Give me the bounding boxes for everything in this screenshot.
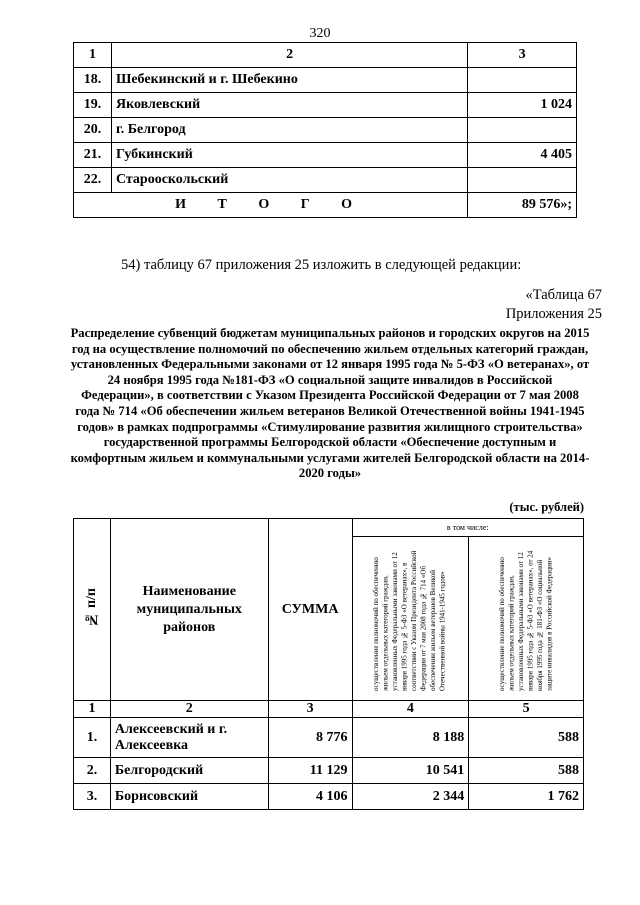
col4-value: 2 344 — [352, 784, 469, 810]
table-label-line1: «Таблица 67 — [525, 287, 602, 303]
header-cell: 1 — [74, 43, 112, 68]
table-row — [74, 143, 577, 168]
subventions-table — [73, 518, 584, 810]
column-number: 4 — [352, 701, 469, 718]
row-number: 1. — [74, 718, 111, 758]
row-number: 18. — [74, 68, 112, 93]
sum: 11 129 — [268, 758, 352, 784]
row-number: 21. — [74, 143, 112, 168]
row-number: 2. — [74, 758, 111, 784]
district-name: Шебекинский и г. Шебекино — [111, 68, 467, 93]
table-row — [74, 168, 577, 193]
district-name: Белгородский — [110, 758, 268, 784]
sum: 8 776 — [268, 718, 352, 758]
table-row — [74, 718, 584, 758]
header-name: Наименование муниципальных районов — [110, 519, 268, 701]
district-name: Яковлевский — [111, 93, 467, 118]
header-col5-text: осуществление полномочий по обеспечению жильем отдельных категорий граждан, установленных Федеральными законами от 12 января 1995 года № 5-ФЗ «О ветеранах», от 24 ноября 1995 года № 181-ФЗ «О социальной защите инвалидов в Российской Федерации» — [497, 550, 554, 691]
column-number: 1 — [74, 701, 111, 718]
col5-value: 1 762 — [469, 784, 584, 810]
district-name: Борисовский — [110, 784, 268, 810]
header-row — [74, 519, 584, 537]
column-number: 5 — [469, 701, 584, 718]
table-row — [74, 784, 584, 810]
continuation-table — [73, 42, 577, 218]
instruction-text: 54) таблицу 67 приложения 25 изложить в следующей редакции: — [121, 257, 522, 273]
total-value: 89 576»; — [468, 193, 577, 218]
table-row — [74, 118, 577, 143]
amount: 4 405 — [468, 143, 577, 168]
header-including: в том числе: — [352, 519, 583, 537]
amount — [468, 168, 577, 193]
header-cell: 3 — [468, 43, 577, 68]
table-header-row — [74, 43, 577, 68]
header-col4-cell — [352, 537, 469, 701]
header-cell: 2 — [111, 43, 467, 68]
table-title: Распределение субвенций бюджетам муниципальных районов и городских округов на 2015 год на осуществление полномочий по обеспечению жильем отдельных категорий граждан, установленных Федеральными законами от 12 января 1995 года № 5-ФЗ «О ветеранах», от 24 ноября 1995 года №181-ФЗ «О социальной защите инвалидов в Российской Федерации», в соответствии с Указом Президента Российской Федерации от 7 мая 2008 года № 714 «Об обеспечении жильем ветеранов Великой Отечественной войны 1941-1945 годов» в рамках подпрограммы «Стимулирование развития жилищного строительства» государственной программы Белгородской области «Обеспечение доступным и комфортным жильем и коммунальными услугами жителей Белгородской области на 2014-2020 годы» — [70, 326, 590, 481]
header-col4-text: осуществление полномочий по обеспечению жильем отдельных категорий граждан, установленных Федеральными законами от 12 января 1995 года № 5-ФЗ «О ветеранах», в соответствии с Указом Президента Российской Федерации от 7 мая 2008 года № 714 «Об обеспечении жильем ветеранов Великой Отечественной войны 1941-1945 годов» — [372, 550, 447, 691]
col5-value: 588 — [469, 758, 584, 784]
header-sum: СУММА — [268, 519, 352, 701]
col5-value: 588 — [469, 718, 584, 758]
col4-value: 10 541 — [352, 758, 469, 784]
amount — [468, 118, 577, 143]
total-row — [74, 193, 577, 218]
table-row — [74, 68, 577, 93]
row-number: 19. — [74, 93, 112, 118]
table-row — [74, 93, 577, 118]
column-number: 2 — [110, 701, 268, 718]
total-label: И Т О Г О — [74, 193, 468, 218]
table-label-line2: Приложения 25 — [505, 306, 602, 322]
sum: 4 106 — [268, 784, 352, 810]
district-name: г. Белгород — [111, 118, 467, 143]
district-name: Губкинский — [111, 143, 467, 168]
row-number: 22. — [74, 168, 112, 193]
amount: 1 024 — [468, 93, 577, 118]
row-number: 20. — [74, 118, 112, 143]
col4-value: 8 188 — [352, 718, 469, 758]
table-row — [74, 758, 584, 784]
table-label — [506, 286, 602, 324]
column-number-row — [74, 701, 584, 718]
page-number: 320 — [309, 26, 331, 41]
header-col5-cell — [469, 537, 584, 701]
header-num-cell — [74, 519, 111, 701]
row-number: 3. — [74, 784, 111, 810]
district-name: Алексеевский и г. Алексеевка — [110, 718, 268, 758]
amount — [468, 68, 577, 93]
units-label: (тыс. рублей) — [509, 500, 584, 514]
header-num: № п/п — [83, 587, 99, 627]
column-number: 3 — [268, 701, 352, 718]
district-name: Старооскольский — [111, 168, 467, 193]
